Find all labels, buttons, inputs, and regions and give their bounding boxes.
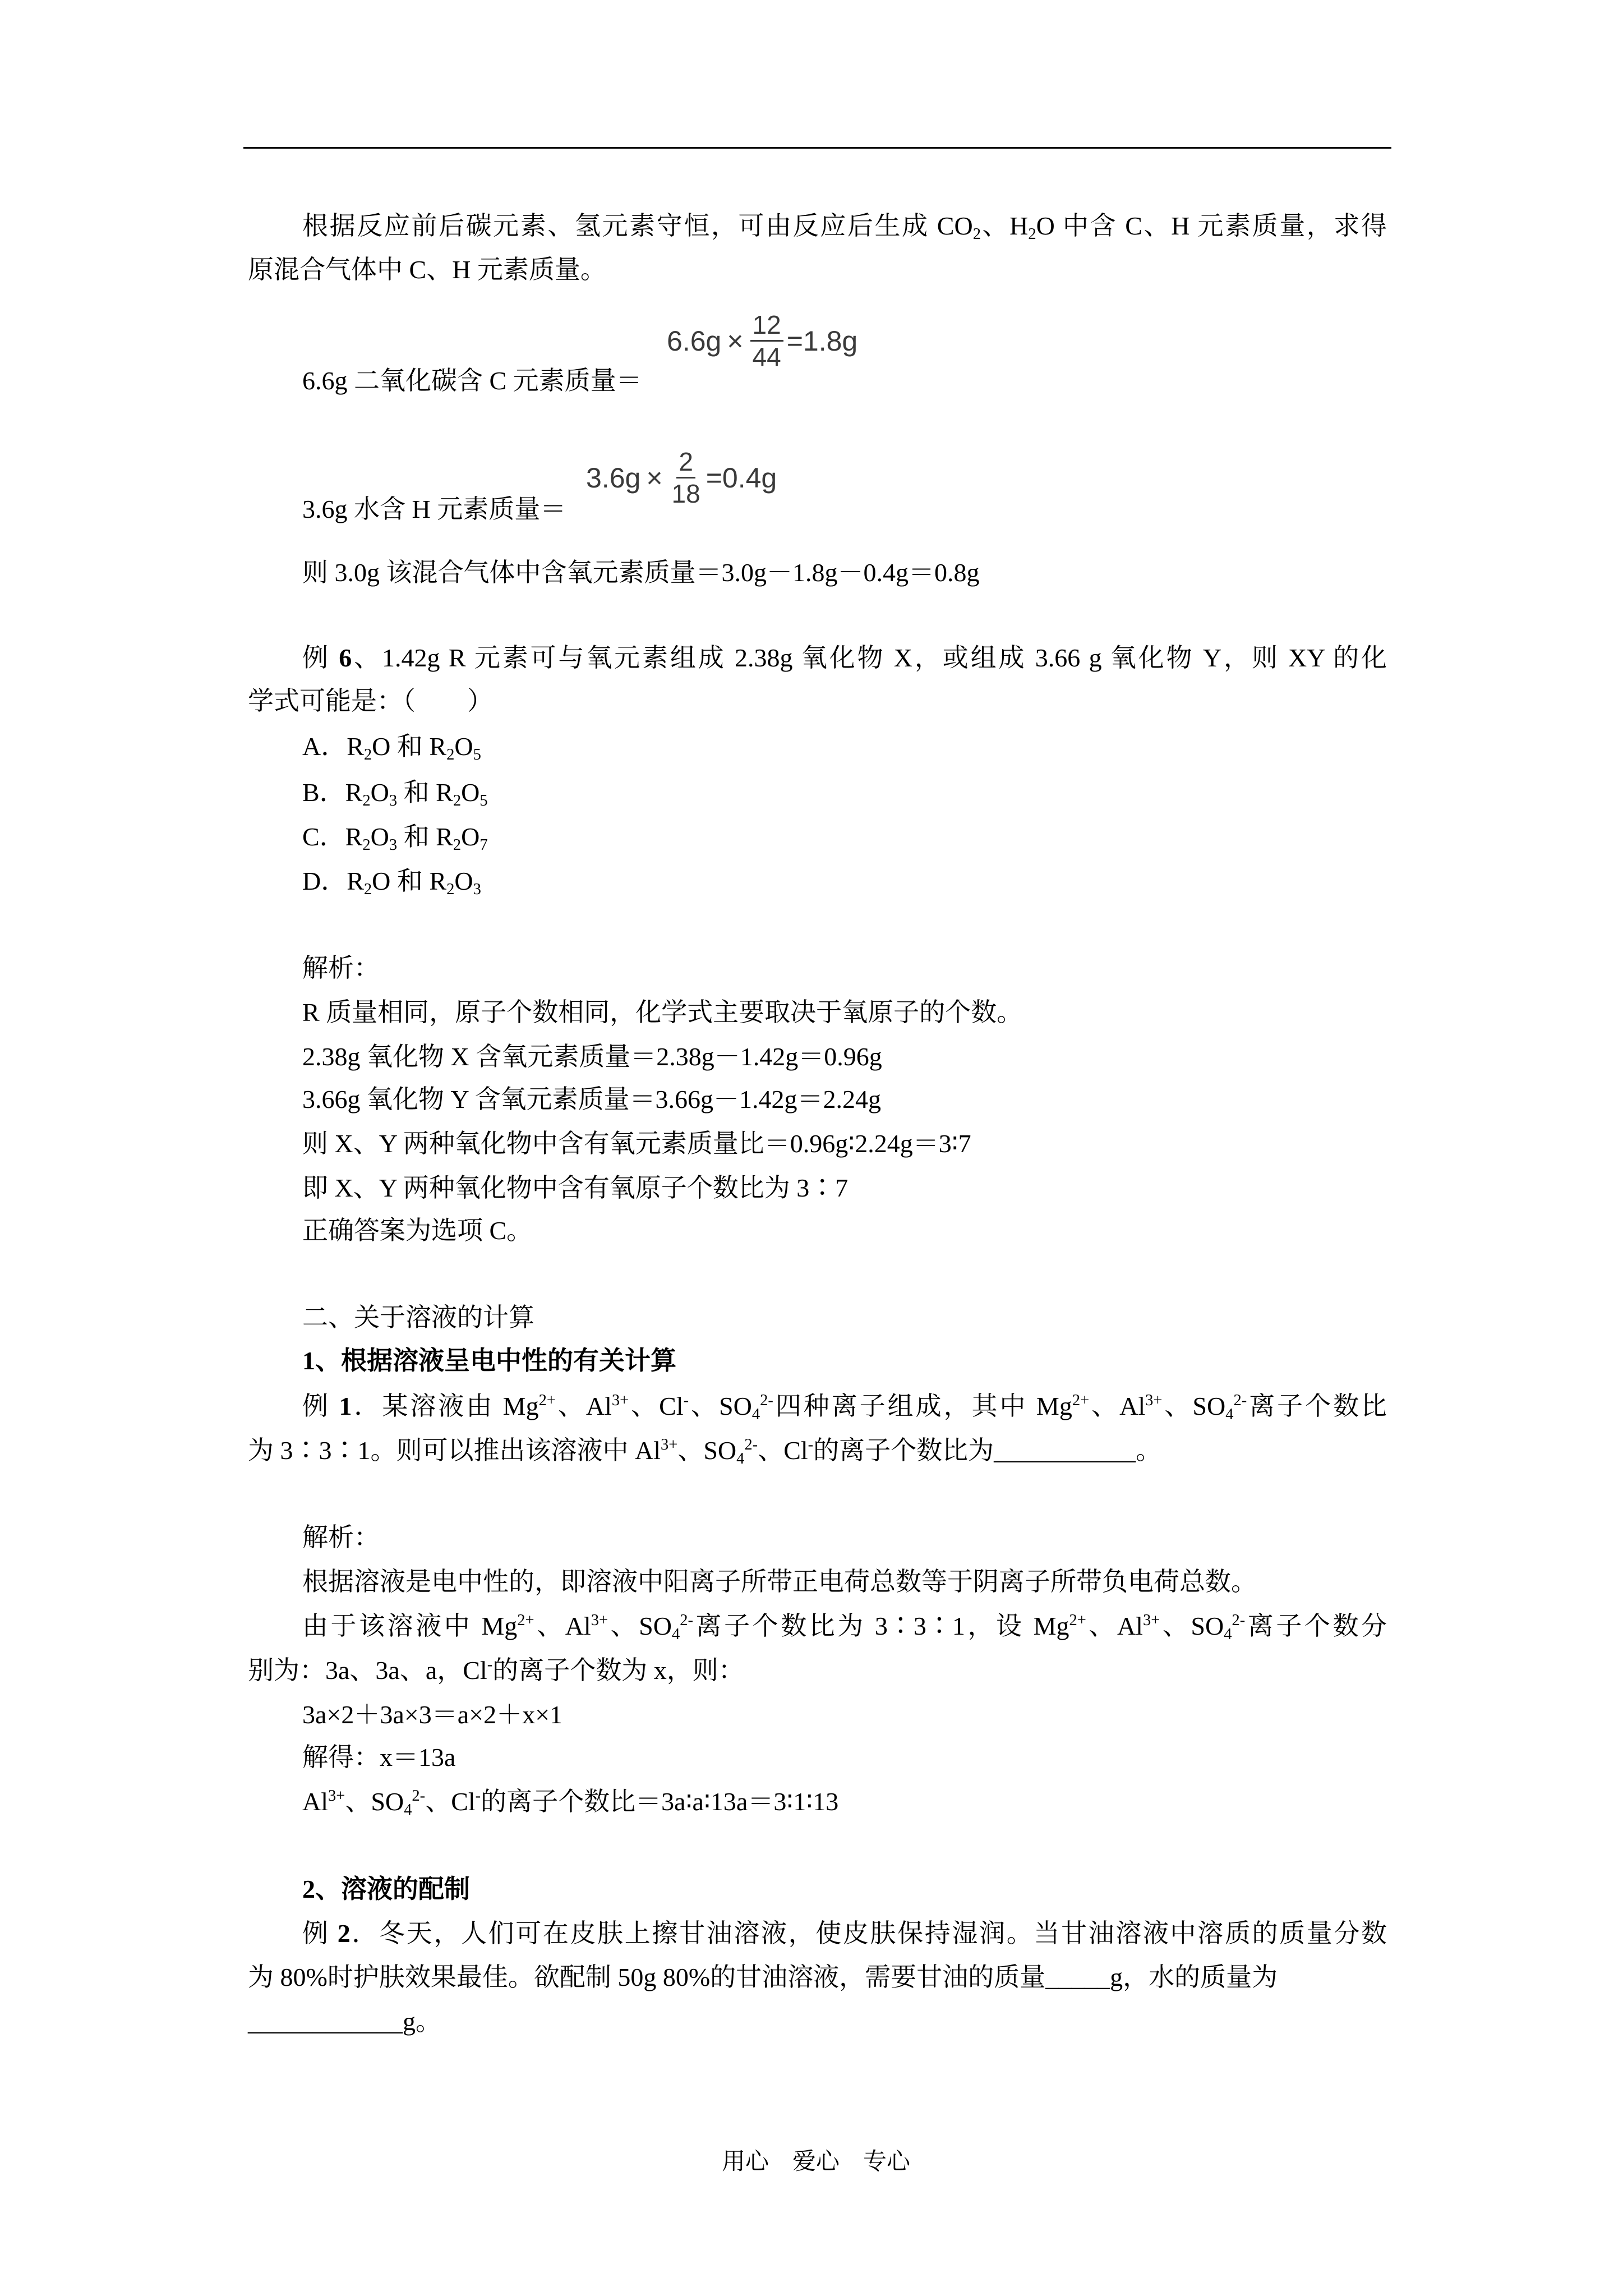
fraction-denominator: 18 [671, 479, 700, 508]
superscript: - [487, 1655, 493, 1673]
option-a: A．$R_2O$ 和 $R_2O_5$ [302, 732, 481, 763]
fraction-denominator: 44 [752, 342, 781, 371]
formula-result: =1.8g [786, 325, 858, 357]
analysis-line: 2.38g 氧化物 X 含氧元素质量＝2.38g－1.42g＝0.96g [302, 1042, 882, 1071]
subscript: 5 [479, 792, 488, 809]
analysis-heading: 解析： [302, 1523, 380, 1552]
header-rule [243, 147, 1391, 149]
subscript: 4 [1225, 1405, 1234, 1423]
superscript: 2+ [538, 1391, 556, 1409]
solution-intro-line: 原混合气体中 C、H 元素质量。 [248, 255, 606, 284]
option-d: D．$R_2O$ 和 $R_2O_3$ [302, 867, 481, 898]
bold-text: 1 [339, 1392, 352, 1420]
fraction [750, 310, 783, 372]
subscript: 2 [1028, 225, 1036, 243]
formula-mass: 6.6g [667, 325, 722, 357]
analysis-line: 由于该溶液中 $Mg^{2+}$、$Al^{3+}$、$SO_4^{2-}$离子个数比为 3∶3∶1，设 $Mg^{2+}$、$Al^{3+}$、$SO_4^{2-}$离子个数分 [302, 1611, 1387, 1643]
subscript: 4 [671, 1625, 680, 1643]
superscript: - [475, 1787, 481, 1805]
subscript: 2 [363, 880, 372, 898]
oxygen-mass-line: 则 3.0g 该混合气体中含氧元素质量＝3.0g－1.8g－0.4g＝0.8g [302, 558, 980, 587]
superscript: 3+ [328, 1787, 345, 1805]
option-c: C．$R_2O_3$ 和 $R_2O_7$ [302, 822, 488, 854]
analysis-line: 3.66g 氧化物 Y 含氧元素质量＝3.66g－1.42g＝2.24g [302, 1085, 882, 1114]
analysis-heading: 解析： [302, 954, 380, 982]
solution-line: 解得：x＝13a [302, 1743, 456, 1772]
superscript: 3+ [1142, 1611, 1160, 1629]
fraction [670, 447, 703, 509]
times-sign: × [727, 325, 744, 357]
analysis-line: 即 X、Y 两种氧化物中含有氧原子个数比为 3∶7 [302, 1174, 849, 1202]
page-footer: 用心 爱心 专心 [721, 2149, 910, 2175]
superscript: - [683, 1391, 689, 1409]
subscript: 4 [751, 1405, 760, 1423]
example-6-question: 例 6、1.42g R 元素可与氧元素组成 2.38g 氧化物 X，或组成 3.66 g 氧化物 Y，则 XY 的化 [302, 643, 1387, 672]
hydrogen-mass-formula [586, 447, 777, 509]
example-2-question: 为 80%时护肤效果最佳。欲配制 50g 80%的甘油溶液，需要甘油的质量_____g，水的质量为 [248, 1963, 1278, 1991]
bold-text: 6 [339, 643, 352, 672]
example-6-question: 学式可能是：（ ） [248, 687, 493, 715]
superscript: 3+ [1145, 1391, 1163, 1409]
superscript: 2- [760, 1391, 773, 1409]
bold-text: 2、溶液的配制 [302, 1875, 470, 1903]
formula-result: =0.4g [706, 462, 777, 494]
bold-text: 1、根据溶液呈电中性的有关计算 [302, 1346, 676, 1375]
subscript: 4 [404, 1801, 412, 1819]
subsection-heading [302, 1872, 470, 1906]
example-1-question: 例 1．某溶液由 $Mg^{2+}$、$Al^{3+}$、Cl-、$SO_4^{2-}$四种离子组成，其中 $Mg^{2+}$、$Al^{3+}$、$SO_4^{2-}$离子个数比 [302, 1391, 1387, 1423]
solution-intro-line: 根据反应前后碳元素、氢元素守恒，可由反应后生成 $CO_2$、$H_2O$ 中含 C、H 元素质量，求得 [302, 211, 1387, 243]
formula-mass: 3.6g [586, 462, 641, 494]
bold-text: 2 [337, 1919, 351, 1948]
option-b: B．$R_2O_3$ 和 $R_2O_5$ [302, 778, 488, 809]
carbon-mass-formula [667, 310, 857, 372]
subscript: 5 [473, 746, 481, 763]
superscript: 2+ [517, 1611, 534, 1629]
analysis-line: 则 X、Y 两种氧化物中含有氧元素质量比＝0.96g∶2.24g＝3∶7 [302, 1129, 971, 1158]
subscript: 2 [362, 792, 371, 809]
analysis-line: R 质量相同，原子个数相同，化学式主要取决于氧原子的个数。 [302, 998, 1023, 1027]
hydrogen-mass-line: 3.6g 水含 H 元素质量＝ [302, 495, 566, 523]
example-2-question: 例 2．冬天，人们可在皮肤上擦甘油溶液，使皮肤保持湿润。当甘油溶液中溶质的质量分数 [302, 1919, 1387, 1948]
equation-line: 3a×2＋3a×3＝a×2＋x×1 [302, 1700, 563, 1729]
superscript: 2+ [1069, 1611, 1086, 1629]
superscript: 3+ [591, 1611, 608, 1629]
superscript: 2- [1233, 1391, 1247, 1409]
subscript: 2 [362, 836, 371, 854]
superscript: 3+ [611, 1391, 629, 1409]
fraction-numerator: 2 [676, 447, 695, 478]
ratio-result-line: $Al^{3+}$、$SO_4^{2-}$、Cl-的离子个数比＝3a∶a∶13a＝3∶1∶13 [302, 1787, 839, 1819]
example-1-question: 为 3∶3∶1。则可以推出该溶液中 $Al^{3+}$、$SO_4^{2-}$、Cl-的离子个数比为___________。 [248, 1435, 1162, 1467]
carbon-mass-line: 6.6g 二氧化碳含 C 元素质量＝ [302, 366, 642, 395]
superscript: 2- [412, 1787, 426, 1805]
fraction-numerator: 12 [750, 310, 783, 342]
times-sign: × [646, 462, 663, 494]
example-2-question: ____________g。 [248, 2007, 441, 2036]
answer-line: 正确答案为选项 C。 [302, 1216, 533, 1245]
subscript: 3 [389, 836, 398, 854]
subscript: 2 [446, 746, 455, 763]
subscript: 2 [453, 792, 462, 809]
subscript: 4 [736, 1450, 745, 1467]
superscript: 2- [680, 1611, 693, 1629]
superscript: 2- [744, 1435, 758, 1453]
superscript: 2+ [1072, 1391, 1090, 1409]
superscript: 2- [1232, 1611, 1246, 1629]
subscript: 2 [363, 746, 372, 763]
subscript: 2 [446, 880, 455, 898]
subscript: 7 [479, 836, 488, 854]
superscript: 3+ [661, 1435, 678, 1453]
subsection-heading [302, 1344, 676, 1378]
subscript: 2 [972, 225, 981, 243]
subscript: 4 [1224, 1625, 1232, 1643]
analysis-line: 根据溶液是电中性的，即溶液中阳离子所带正电荷总数等于阴离子所带负电荷总数。 [302, 1567, 1257, 1596]
analysis-line: 别为：3a、3a、a，Cl-的离子个数为 x，则： [248, 1655, 744, 1685]
subscript: 3 [473, 880, 481, 898]
section-heading: 二、关于溶液的计算 [302, 1303, 534, 1332]
subscript: 3 [389, 792, 398, 809]
subscript: 2 [453, 836, 462, 854]
superscript: - [808, 1435, 814, 1453]
